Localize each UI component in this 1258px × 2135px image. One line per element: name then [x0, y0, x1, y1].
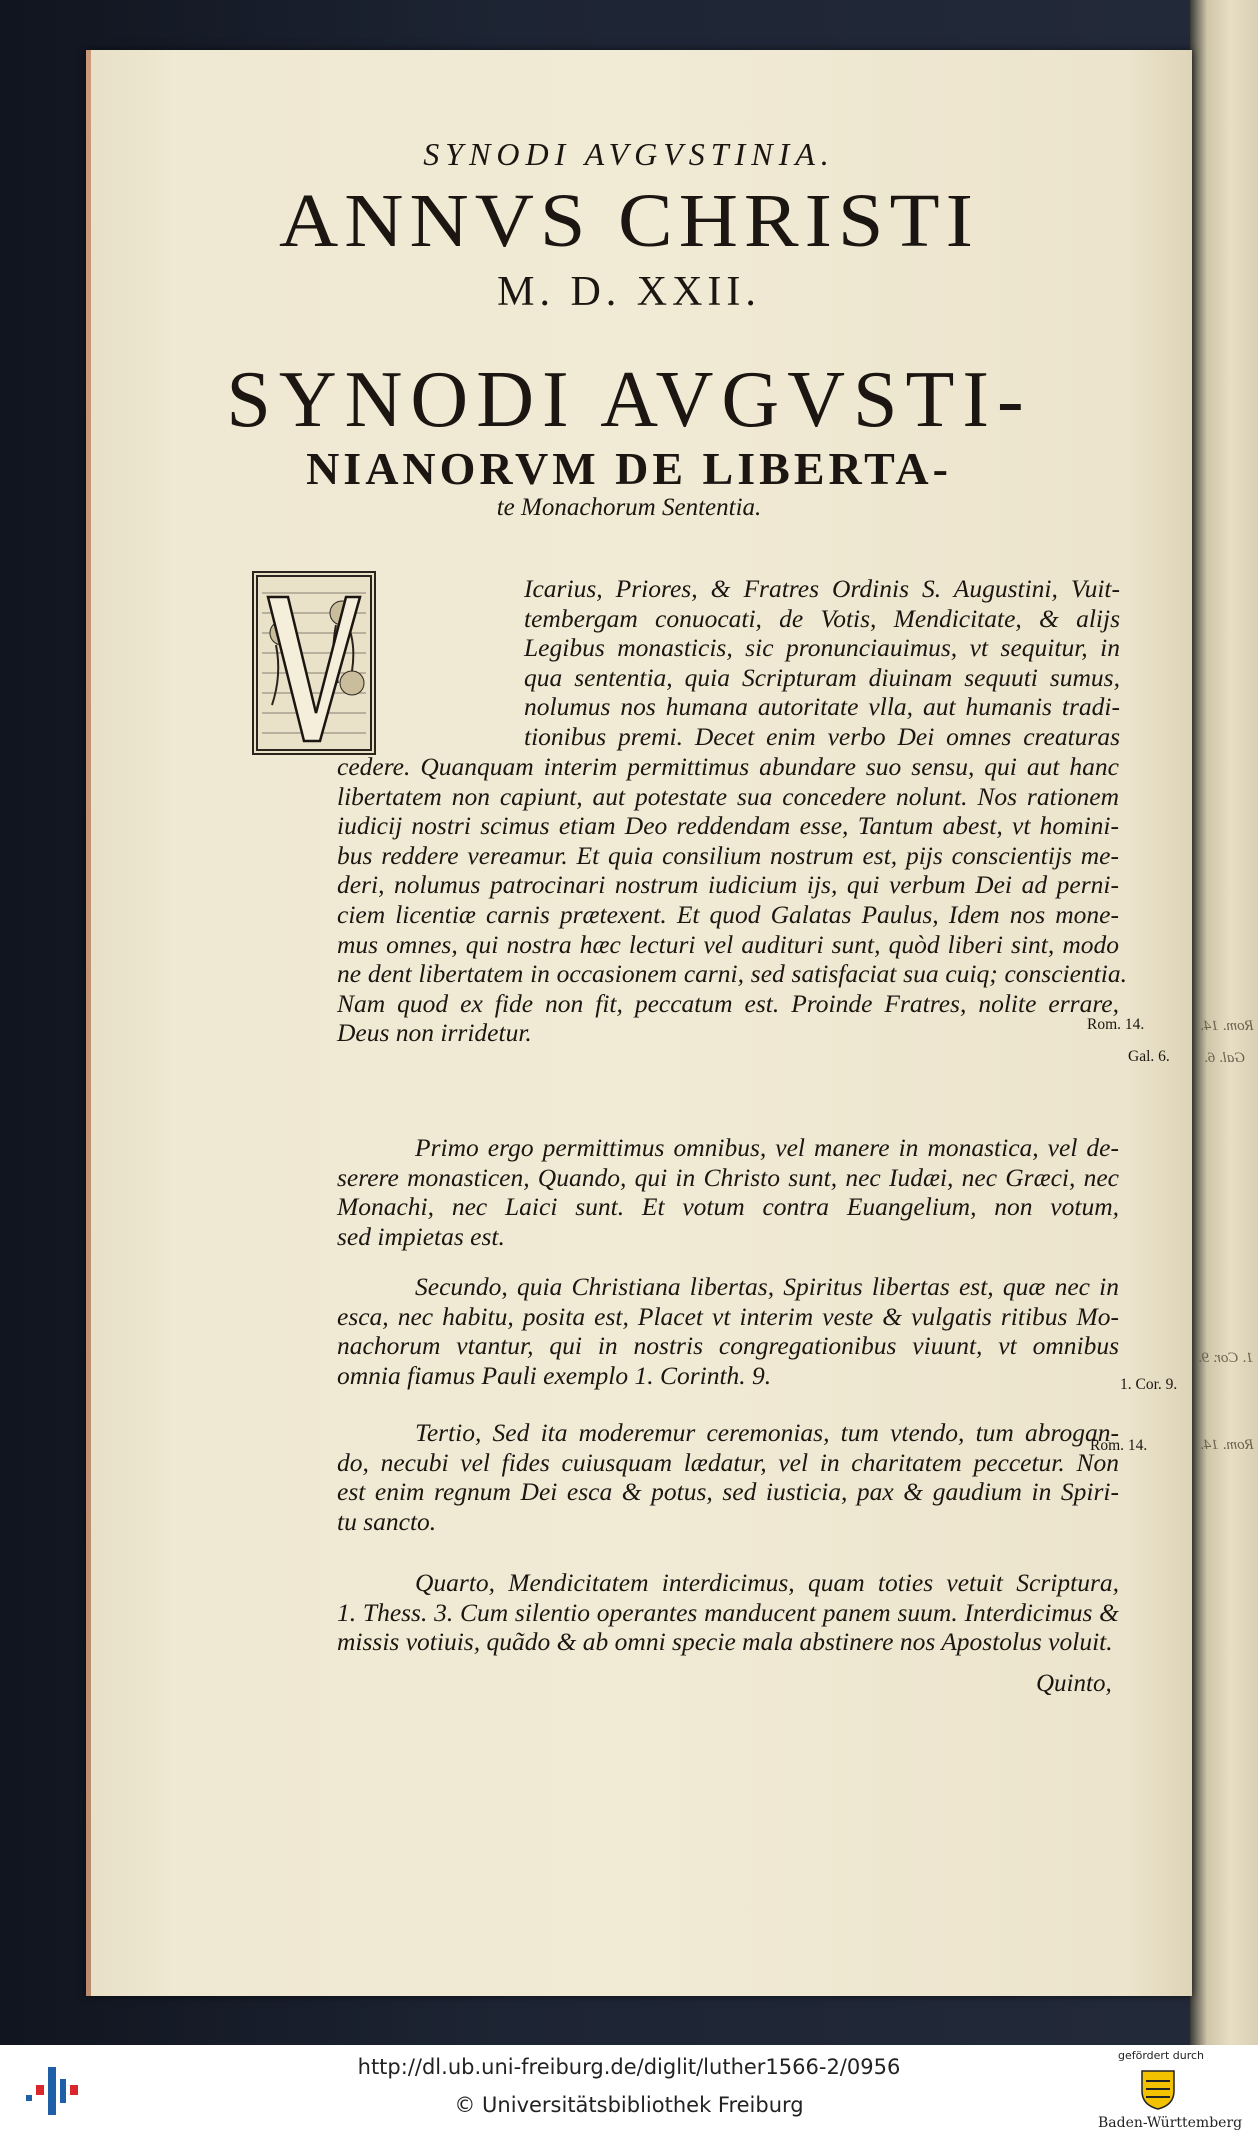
body-line: deri, nolumus patrocinari nostrum iudicium ijs, qui verbum Dei ad perni- [337, 870, 1119, 900]
body-line: Legibus monasticis, sic pronunciauimus, vt sequitur, in [524, 633, 1120, 663]
copyright-notice: © Universitätsbibliothek Freiburg [454, 2093, 804, 2117]
body-line: 1. Thess. 3. Cum silentio operantes manducent panem suum. Interdicimus & [337, 1597, 1119, 1627]
body-line: tembergam conuocati, de Votis, Mendicitate, & alijs [524, 603, 1120, 633]
body-line: mus omnes, qui nostra hæc lecturi vel audituri sunt, quòd liberi sint, modo [337, 929, 1119, 959]
sponsor-label: gefördert durch [1118, 2049, 1205, 2062]
decorated-initial [252, 571, 376, 755]
page-url[interactable]: http://dl.ub.uni-freiburg.de/diglit/luther1566-2/0956 [357, 2055, 901, 2079]
body-line: est enim regnum Dei esca & potus, sed iusticia, pax & gaudium in Spiri- [337, 1477, 1119, 1507]
body-line: Secundo, quia Christiana libertas, Spiritus libertas est, quæ nec in [415, 1272, 1119, 1301]
margin-note: Gal. 6. [1128, 1048, 1170, 1065]
body-line: qua sententia, quia Scripturam diuinam sequuti sumus, [524, 662, 1120, 692]
footer-bar [0, 2045, 1258, 2135]
bleed-note: Gal. 6. [1204, 1050, 1246, 1066]
catchword: Quinto, [1036, 1670, 1112, 1697]
body-line: omnia fiamus Pauli exemplo 1. Corinth. 9. [337, 1360, 772, 1390]
body-line: serere monasticen, Quando, qui in Christo sunt, nec Iudæi, nec Græci, nec [337, 1162, 1119, 1192]
book-page [86, 50, 1192, 1996]
coat-of-arms-icon [1138, 2067, 1178, 2111]
body-line: tionibus premi. Decet enim verbo Dei omnes creaturas [524, 722, 1120, 751]
body-line: Primo ergo permittimus omnibus, vel manere in monastica, vel de- [415, 1133, 1119, 1162]
body-line: tu sancto. [337, 1506, 437, 1536]
body-line: Quarto, Mendicitatem interdicimus, quam toties vetuit Scriptura, [415, 1568, 1119, 1597]
bleed-note: Rom. 14. [1200, 1437, 1254, 1453]
body-line: bus reddere vereamur. Et quia consilium nostrum est, pijs conscientijs me- [337, 840, 1119, 870]
body-line: nachorum vtantur, qui in nostris congregationibus viuunt, vt omnibus [337, 1331, 1119, 1361]
title-line-3: te Monachorum Sententia. [496, 494, 762, 521]
body-line: iudicij nostri scimus etiam Deo reddendam esse, Tantum abest, vt homini- [337, 811, 1119, 841]
running-head: SYNODI AVGVSTINIA. [423, 136, 835, 172]
year-number: M. D. XXII. [497, 269, 761, 315]
body-line: Deus non irridetur. [337, 1018, 532, 1048]
body-line: Monachi, nec Laici sunt. Et votum contra Euangelium, non votum, [337, 1192, 1119, 1222]
body-line: Tertio, Sed ita moderemur ceremonias, tum vtendo, tum abrogan- [415, 1418, 1119, 1447]
initial-ornament [254, 573, 374, 753]
margin-note: 1. Cor. 9. [1120, 1376, 1178, 1393]
title-line-1: SYNODI AVGVSTI- [226, 356, 1032, 444]
year-title: ANNVS CHRISTI [279, 178, 979, 263]
body-line: libertatem non capiunt, aut potestate sua concedere nolunt. Nos rationem [337, 781, 1119, 811]
bleed-note: Rom. 14. [1200, 1018, 1254, 1034]
body-line: ciem licentiæ carnis prætexent. Et quod Galatas Paulus, Idem nos mone- [337, 900, 1119, 929]
body-line: Icarius, Priores, & Fratres Ordinis S. Augustini, Vuit- [524, 574, 1120, 603]
sponsor-name: Baden-Württemberg [1098, 2115, 1243, 2131]
body-line: nolumus nos humana autoritate vlla, aut humanis tradi- [524, 692, 1120, 722]
body-line: Nam quod ex fide non fit, peccatum est. Proinde Fratres, nolite errare, [337, 988, 1119, 1018]
body-line: esca, nec habitu, posita est, Placet vt interim veste & vulgatis ritibus Mo- [337, 1301, 1119, 1331]
bleed-note: 1. Cor. 9. [1198, 1350, 1254, 1366]
title-line-2: NIANORVM DE LIBERTA- [306, 443, 952, 494]
body-line: sed impietas est. [337, 1221, 505, 1251]
body-line: missis votiuis, quãdo & ab omni specie mala abstinere nos Apostolus voluit. [337, 1627, 1113, 1657]
body-line: ne dent libertatem in occasionem carni, sed satisfaciat sua cuiq; conscientia. [337, 959, 1127, 989]
margin-note: Rom. 14. [1087, 1016, 1145, 1033]
margin-note: Rom. 14. [1090, 1437, 1148, 1454]
body-line: do, necubi vel fides cuiusquam lædatur, vel in charitatem peccetur. Non [337, 1447, 1119, 1477]
body-line: cedere. Quanquam interim permittimus abundare suo sensu, qui aut hanc [337, 752, 1119, 781]
